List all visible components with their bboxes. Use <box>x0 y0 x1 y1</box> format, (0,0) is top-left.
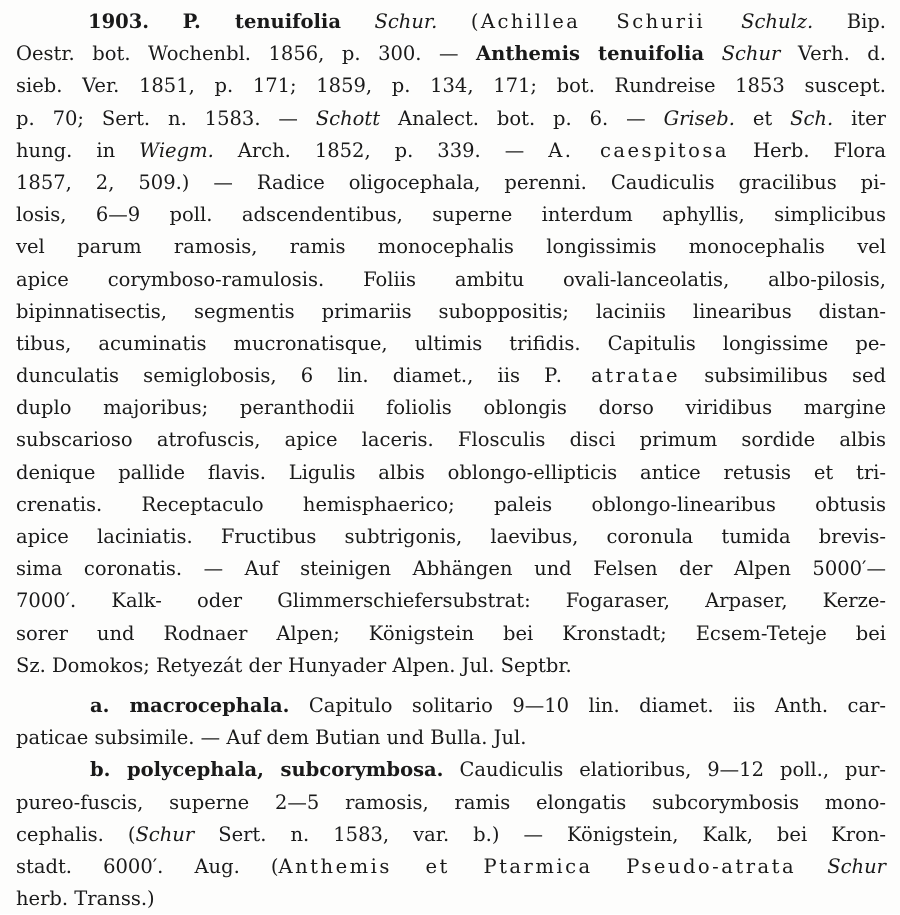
text-line <box>16 38 886 70</box>
text-line <box>16 264 886 296</box>
text-run <box>704 42 722 65</box>
text-run: b. polycephala, subcorymbosa. <box>90 758 444 782</box>
text-line <box>16 392 886 424</box>
text-run: sorer und Rodnaer Alpen; Königstein bei Kronstadt; Ecsem-Teteje bei <box>16 621 886 645</box>
text-line <box>16 70 886 102</box>
text-run: hung. in <box>16 138 140 162</box>
text-run: a. macrocephala. <box>90 693 290 717</box>
heading-rest <box>471 10 886 33</box>
text-run: bipinnatisectis, segmentis primariis suboppositis; laciniis linearibus distan- <box>16 299 886 323</box>
text-run: Schur <box>827 854 886 878</box>
text-run: subscarioso atrofuscis, apice laceris. Flosculis disci primum sordide albis <box>16 428 886 452</box>
text-run: Schott <box>315 106 381 130</box>
text-run: crenatis. Receptaculo hemisphaerico; paleis oblongo-linearibus obtusis <box>16 492 886 516</box>
text-run: A. caespitosa <box>548 138 729 162</box>
text-run: Analect. bot. p. 6. — <box>380 106 664 130</box>
species-author: Schur. <box>374 10 438 33</box>
text-run: Sz. Domokos; Retyezát der Hunyader Alpen. Jul. Septbr. <box>16 653 572 677</box>
text-run: apice laciniatis. Fructibus subtrigonis, laevibus, coronula tumida brevis- <box>16 525 886 548</box>
variety-b-line <box>16 754 886 786</box>
text-run: Wiegm. <box>139 138 214 162</box>
text-line <box>16 199 886 231</box>
text-line <box>16 167 886 199</box>
text-run: apice corymboso-ramulosis. Foliis ambitu ovali-lanceolatis, albo-pilosis, <box>16 267 886 291</box>
text-line <box>16 650 886 682</box>
text-line <box>16 521 886 553</box>
text-run: Schur <box>721 42 781 66</box>
text-run: Herb. Flora <box>729 138 886 162</box>
text-run: 1857, 2, 509.) — Radice oligocephala, perenni. Caudiculis gracilibus pi- <box>16 170 886 194</box>
text-line <box>16 360 886 392</box>
text-line <box>16 457 886 489</box>
text-run: 7000′. Kalk- oder Glimmerschiefersubstrat: Fogaraser, Arpaser, Kerze- <box>16 589 886 613</box>
variety-b-line <box>16 851 886 883</box>
variety-a-line <box>16 722 886 754</box>
text-line <box>16 489 886 521</box>
text-run: stadt. 6000′. Aug. ( <box>16 854 279 878</box>
text-run: p. 70; Sert. n. 1583. — <box>16 106 316 130</box>
text-run: herb. Transs.) <box>16 887 155 911</box>
text-run: Schulz. <box>741 10 814 33</box>
text-run: Oestr. bot. Wochenbl. 1856, p. 300. — <box>16 42 477 66</box>
variety-b-line <box>16 819 886 851</box>
text-run <box>796 855 827 878</box>
text-run: paticae subsimile. — Auf dem Butian und Bulla. Jul. <box>16 726 527 750</box>
text-run: dunculatis semiglobosis, 6 lin. diamet., iis <box>16 364 545 388</box>
text-run: Verh. d. <box>780 42 886 66</box>
text-run: iter <box>833 106 887 130</box>
entry-number: 1903. <box>88 10 150 33</box>
text-line <box>16 135 886 167</box>
text-run: sima coronatis. — Auf steinigen Abhängen und Felsen der Alpen 5000′— <box>16 557 886 581</box>
text-line <box>16 585 886 617</box>
text-run: Schur <box>135 822 195 846</box>
text-run: Caudiculis elatioribus, 9—12 poll., pur- <box>443 758 887 782</box>
text-line <box>16 424 886 456</box>
text-line <box>16 328 886 360</box>
variety-b-line <box>16 883 886 915</box>
text-run: losis, 6—9 poll. adscendentibus, superne interdum aphyllis, simplicibus <box>16 203 886 227</box>
text-line <box>16 618 886 650</box>
text-run: Anthemis et Ptarmica Pseudo-atrata <box>278 854 797 878</box>
variety-b-line <box>16 787 886 819</box>
text-run: denique pallide flavis. Ligulis albis oblongo-ellipticis antice retusis et tri- <box>16 460 886 484</box>
variety-b <box>16 754 886 915</box>
text-run: Sert. n. 1583, var. b.) — Königstein, Kalk, bei Kron- <box>194 822 886 846</box>
text-line <box>16 296 886 328</box>
variety-a <box>16 690 886 754</box>
text-run: P. atratae <box>544 364 681 388</box>
text-run: vel parum ramosis, ramis monocephalis longissimis monocephalis vel <box>16 235 886 259</box>
text-block <box>16 6 886 915</box>
text-run: Capitulo solitario 9—10 lin. diamet. iis Anth. car- <box>289 693 886 717</box>
text-line <box>16 103 886 135</box>
species-name: P. tenuifolia <box>182 10 341 33</box>
text-line <box>16 553 886 585</box>
text-run: Griseb. <box>663 106 735 130</box>
text-run: pureo-fuscis, superne 2—5 ramosis, ramis elongatis subcorymbosis mono- <box>16 790 886 814</box>
text-run: subsimilibus sed <box>680 364 886 388</box>
text-run: et <box>734 106 791 130</box>
text-run: Arch. 1852, p. 339. — <box>213 138 549 162</box>
variety-a-line <box>16 690 886 722</box>
text-line <box>16 231 886 263</box>
text-run: Sch. <box>790 106 834 130</box>
text-run: duplo majoribus; peranthodii foliolis oblongis dorso viridibus margine <box>16 396 886 420</box>
text-run: tibus, acuminatis mucronatisque, ultimis trifidis. Capitulis longissime pe- <box>16 331 886 355</box>
text-run: Anthemis tenuifolia <box>476 42 705 66</box>
text-run: cephalis. ( <box>16 822 136 846</box>
text-run: Bip. <box>813 10 886 33</box>
text-run: sieb. Ver. 1851, p. 171; 1859, p. 134, 171; bot. Rundreise 1853 suscept. <box>16 74 886 98</box>
text-run: (Achillea Schurii <box>470 10 742 33</box>
entry-heading-line <box>16 6 886 38</box>
species-entry <box>16 6 886 682</box>
